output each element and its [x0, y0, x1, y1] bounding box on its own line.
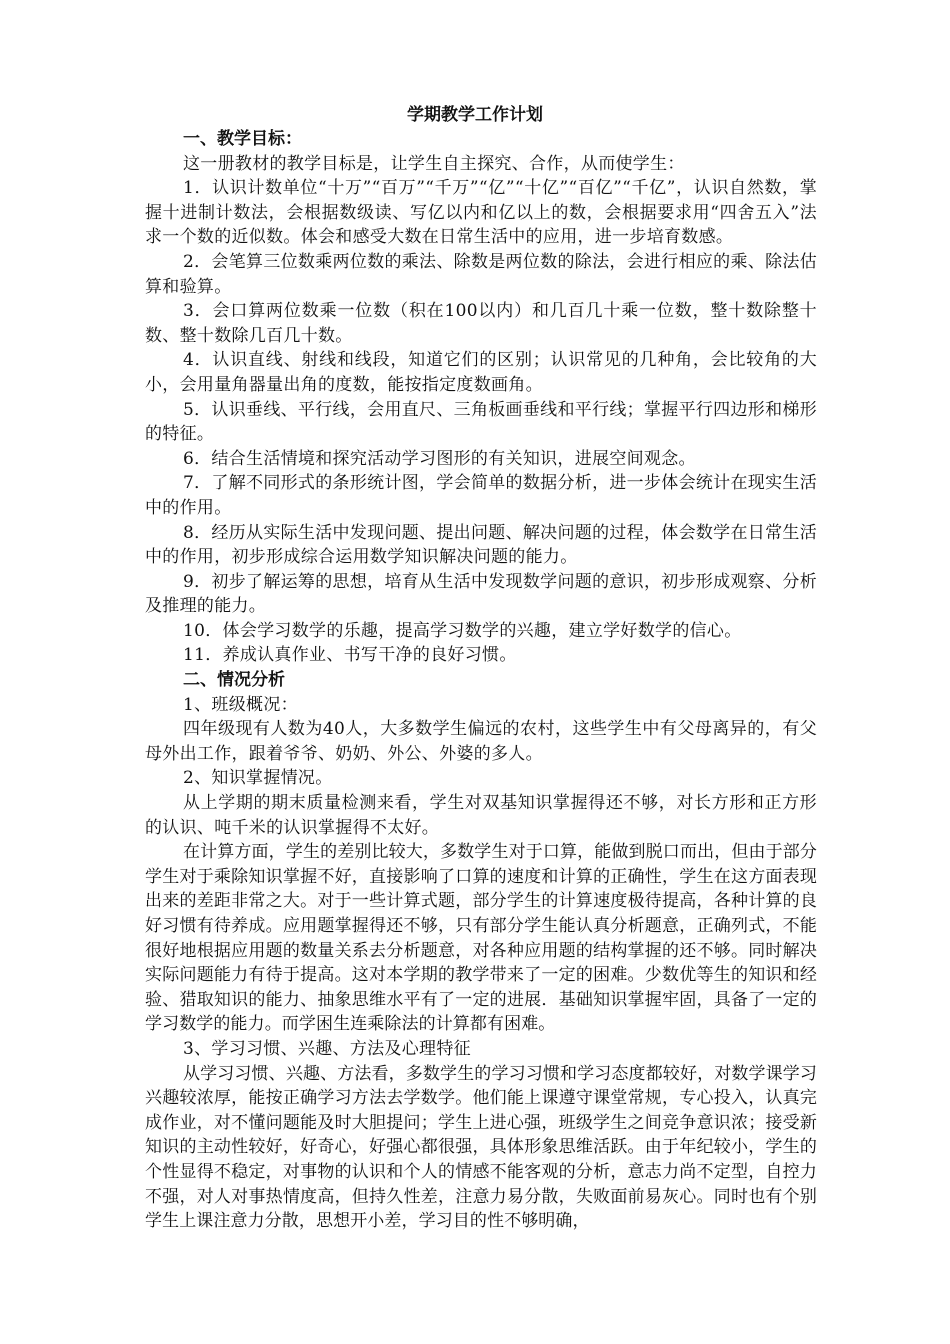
goal-item: 2．会笔算三位数乘两位数的乘法、除数是两位数的除法，会进行相应的乘、除法估算和验算。 — [145, 251, 817, 297]
class-overview-text: 四年级现有人数为40人，大多数学生偏远的农村，这些学生中有父母离异的，有父母外出工作，跟着爷爷、奶奶、外公、外婆的多人。 — [145, 719, 817, 764]
document-body — [145, 127, 817, 1234]
goal-item: 10．体会学习数学的乐趣，提高学习数学的兴趣，建立学好数学的信心。 — [183, 620, 742, 641]
subsection-heading-knowledge: 2、知识掌握情况。 — [183, 768, 333, 789]
section-heading-analysis: 二、情况分析 — [183, 670, 285, 691]
habits-text: 从学习习惯、兴趣、方法看，多数学生的学习习惯和学习态度都较好，对数学课学习兴趣较浓厚，能按正确学习方法去学数学。他们能上课遵守课堂常规，专心投入，认真完成作业，对不懂问题能及时大胆提问；学生上进心强，班级学生之间竞争意识浓；接受新知识的主动性较好，好奇心，好强心都很强，具体形象思维活跃。由于年纪较小，学生的个性显得不稳定，对事物的认识和个人的情感不能客观的分析，意志力尚不定型，自控力不强，对人对事热情度高，但持久性差，注意力易分散，失败面前易灰心。同时也有个别学生上课注意力分散，思想开小差，学习目的性不够明确， — [145, 1063, 817, 1232]
goal-item: 3．会口算两位数乘一位数（积在100以内）和几百几十乘一位数，整十数除整十数、整十数除几百几十数。 — [145, 301, 817, 346]
goal-item: 4．认识直线、射线和线段，知道它们的区别；认识常见的几种角，会比较角的大小，会用量角器量出角的度数，能按指定度数画角。 — [145, 350, 817, 395]
goals-intro: 这一册教材的教学目标是，让学生自主探究、合作，从而使学生： — [183, 153, 685, 174]
goal-item: 8．经历从实际生活中发现问题、提出问题、解决问题的过程，体会数学在日常生活中的作用，初步形成综合运用数学知识解决问题的能力。 — [145, 522, 817, 568]
section-heading-goals: 一、教学目标： — [183, 129, 302, 149]
goal-item: 1．认识计数单位“十万”“百万”“千万”“亿”“十亿”“百亿”“千亿”，认识自然数，掌握十进制计数法，会根据数级读、写亿以内和亿以上的数，会根据要求用“四舍五入”法求一个数的近似数。体会和感受大数在日常生活中的应用，进一步培育数感。 — [145, 178, 817, 248]
knowledge-text-1: 从上学期的期末质量检测来看，学生对双基知识掌握得还不够，对长方形和正方形的认识、吨千米的认识掌握得不太好。 — [145, 793, 817, 838]
goal-item: 9．初步了解运筹的思想，培育从生活中发现数学问题的意识，初步形成观察、分析及推理的能力。 — [145, 571, 817, 617]
goal-item: 5．认识垂线、平行线，会用直尺、三角板画垂线和平行线；掌握平行四边形和梯形的特征。 — [145, 399, 817, 445]
goal-item: 7．了解不同形式的条形统计图，学会简单的数据分析，进一步体会统计在现实生活中的作用。 — [145, 473, 817, 518]
document-title: 学期教学工作计划 — [407, 105, 543, 125]
goal-item: 11．养成认真作业、书写干净的良好习惯。 — [183, 645, 517, 666]
subsection-heading-habits: 3、学习习惯、兴趣、方法及心理特征 — [183, 1038, 471, 1059]
goal-item: 6．结合生活情境和探究活动学习图形的有关知识，进展空间观念。 — [183, 448, 696, 469]
subsection-heading-class: 1、班级概况： — [183, 694, 298, 715]
knowledge-text-2: 在计算方面，学生的差别比较大，多数学生对于口算，能做到脱口而出，但由于部分学生对于乘除知识掌握不好，直接影响了口算的速度和计算的正确性，学生在这方面表现出来的差距非常之大。对于一些计算式题，部分学生的计算速度极待提高，各种计算的良好习惯有待养成。应用题掌握得还不够，只有部分学生能认真分析题意，正确列式，不能很好地根据应用题的数量关系去分析题意，对各种应用题的结构掌握的还不够。同时解决实际问题能力有待于提高。这对本学期的教学带来了一定的困难。少数优等生的知识和经验、猎取知识的能力、抽象思维水平有了一定的进展．基础知识掌握牢固，具备了一定的学习数学的能力。而学困生连乘除法的计算都有困难。 — [145, 842, 817, 1035]
